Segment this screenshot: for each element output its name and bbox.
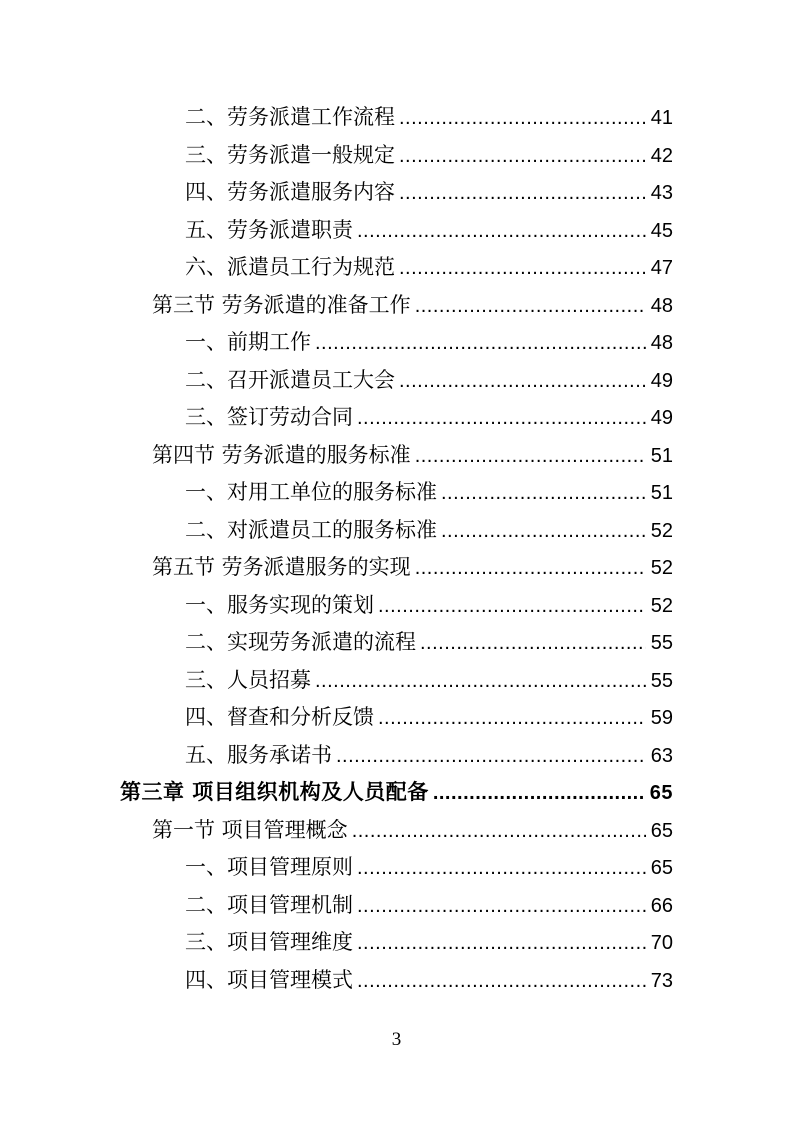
toc-entry[interactable] — [120, 512, 673, 550]
toc-entry-label: 二、项目管理机制 — [185, 892, 353, 917]
toc-entry[interactable] — [120, 474, 673, 512]
toc-dot-leader — [352, 812, 646, 851]
toc-entry-label: 三、劳务派遣一般规定 — [185, 142, 395, 167]
toc-dot-leader — [415, 437, 646, 476]
toc-dot-leader — [399, 249, 646, 288]
toc-dot-leader — [357, 849, 646, 888]
toc-dot-leader — [357, 399, 646, 438]
toc-entry[interactable] — [120, 587, 673, 625]
toc-entry-page: 49 — [650, 407, 673, 429]
toc-dot-leader — [378, 699, 646, 738]
toc-dot-leader — [399, 137, 646, 176]
toc-entry[interactable] — [120, 249, 673, 287]
toc-entry-page: 48 — [650, 294, 673, 317]
toc-entry-label: 三、项目管理维度 — [185, 930, 353, 954]
toc-entry[interactable] — [120, 399, 673, 437]
toc-entry-label: 五、服务承诺书 — [185, 742, 332, 767]
toc-entry-label: 第一节 项目管理概念 — [152, 817, 348, 842]
toc-entry-page: 42 — [650, 144, 673, 167]
toc-entry-page: 51 — [650, 444, 673, 467]
toc-entry-page: 52 — [650, 557, 673, 579]
toc-entry-label: 四、劳务派遣服务内容 — [185, 180, 395, 204]
toc-entry-label: 二、召开派遣员工大会 — [185, 367, 395, 392]
toc-dot-leader — [399, 362, 646, 401]
toc-entry-label: 一、项目管理原则 — [185, 855, 353, 879]
toc-dot-leader — [357, 212, 646, 251]
toc-entry-page: 52 — [650, 519, 673, 542]
toc-entry[interactable] — [120, 624, 673, 662]
toc-entry[interactable] — [120, 962, 673, 1000]
toc-entry[interactable] — [120, 287, 673, 325]
table-of-contents — [120, 99, 673, 999]
toc-entry-label: 第四节 劳务派遣的服务标准 — [152, 442, 411, 467]
toc-entry-page: 73 — [650, 969, 673, 992]
toc-dot-leader — [378, 587, 646, 626]
toc-entry[interactable] — [120, 699, 673, 737]
toc-entry[interactable] — [120, 99, 673, 137]
toc-entry-label: 第五节 劳务派遣服务的实现 — [152, 555, 411, 579]
toc-entry-page: 51 — [650, 482, 673, 504]
toc-entry[interactable] — [120, 437, 673, 475]
toc-entry-page: 45 — [650, 219, 673, 242]
toc-entry-page: 55 — [650, 632, 673, 654]
toc-entry-label: 四、督查和分析反馈 — [185, 705, 374, 729]
toc-entry[interactable] — [120, 174, 673, 212]
toc-dot-leader — [415, 287, 646, 326]
toc-dot-leader — [315, 662, 646, 701]
toc-dot-leader — [399, 99, 646, 138]
toc-dot-leader — [357, 887, 646, 926]
toc-entry-page: 66 — [650, 894, 673, 917]
toc-entry-page: 65 — [649, 782, 673, 804]
toc-entry[interactable] — [120, 737, 673, 775]
toc-entry-label: 二、劳务派遣工作流程 — [185, 105, 395, 129]
toc-entry-page: 49 — [650, 369, 673, 392]
toc-dot-leader — [315, 324, 646, 363]
page-number: 3 — [391, 1029, 402, 1050]
toc-entry-label: 一、服务实现的策划 — [185, 592, 374, 617]
toc-entry-label: 三、签订劳动合同 — [185, 405, 353, 429]
toc-entry-page: 47 — [650, 257, 673, 279]
toc-entry[interactable] — [120, 549, 673, 587]
toc-dot-leader — [357, 924, 646, 963]
toc-entry-label: 一、对用工单位的服务标准 — [185, 480, 437, 504]
toc-entry-label: 四、项目管理模式 — [185, 967, 353, 992]
toc-entry-page: 41 — [650, 107, 673, 129]
toc-entry-label: 五、劳务派遣职责 — [185, 217, 353, 242]
toc-entry-label: 第三章 项目组织机构及人员配备 — [120, 780, 429, 804]
toc-entry-label: 第三节 劳务派遣的准备工作 — [152, 292, 411, 317]
toc-dot-leader — [441, 474, 646, 513]
toc-entry[interactable] — [120, 212, 673, 250]
toc-entry-page: 48 — [650, 332, 673, 354]
toc-entry[interactable] — [120, 324, 673, 362]
toc-entry-label: 二、实现劳务派遣的流程 — [185, 630, 416, 654]
toc-entry[interactable] — [120, 662, 673, 700]
toc-entry-label: 六、派遣员工行为规范 — [185, 255, 395, 279]
toc-entry-page: 43 — [650, 182, 673, 204]
toc-entry-page: 59 — [650, 707, 673, 729]
toc-dot-leader — [357, 962, 646, 1001]
toc-dot-leader — [336, 737, 646, 776]
toc-entry-label: 一、前期工作 — [185, 330, 311, 354]
toc-entry-label: 二、对派遣员工的服务标准 — [185, 517, 437, 542]
toc-entry-page: 52 — [650, 594, 673, 617]
toc-dot-leader — [420, 624, 646, 663]
toc-entry[interactable] — [120, 924, 673, 962]
toc-entry-page: 70 — [650, 932, 673, 954]
toc-entry[interactable] — [120, 849, 673, 887]
toc-dot-leader — [433, 774, 645, 813]
toc-entry-page: 63 — [650, 744, 673, 767]
toc-entry-label: 三、人员招募 — [185, 667, 311, 692]
toc-entry[interactable] — [120, 137, 673, 175]
toc-entry-page: 55 — [650, 669, 673, 692]
toc-dot-leader — [399, 174, 646, 213]
toc-dot-leader — [415, 549, 646, 588]
toc-dot-leader — [441, 512, 646, 551]
toc-entry-page: 65 — [650, 857, 673, 879]
toc-entry[interactable] — [120, 362, 673, 400]
toc-entry[interactable] — [120, 774, 673, 812]
toc-entry[interactable] — [120, 887, 673, 925]
toc-entry-page: 65 — [650, 819, 673, 842]
toc-entry[interactable] — [120, 812, 673, 850]
